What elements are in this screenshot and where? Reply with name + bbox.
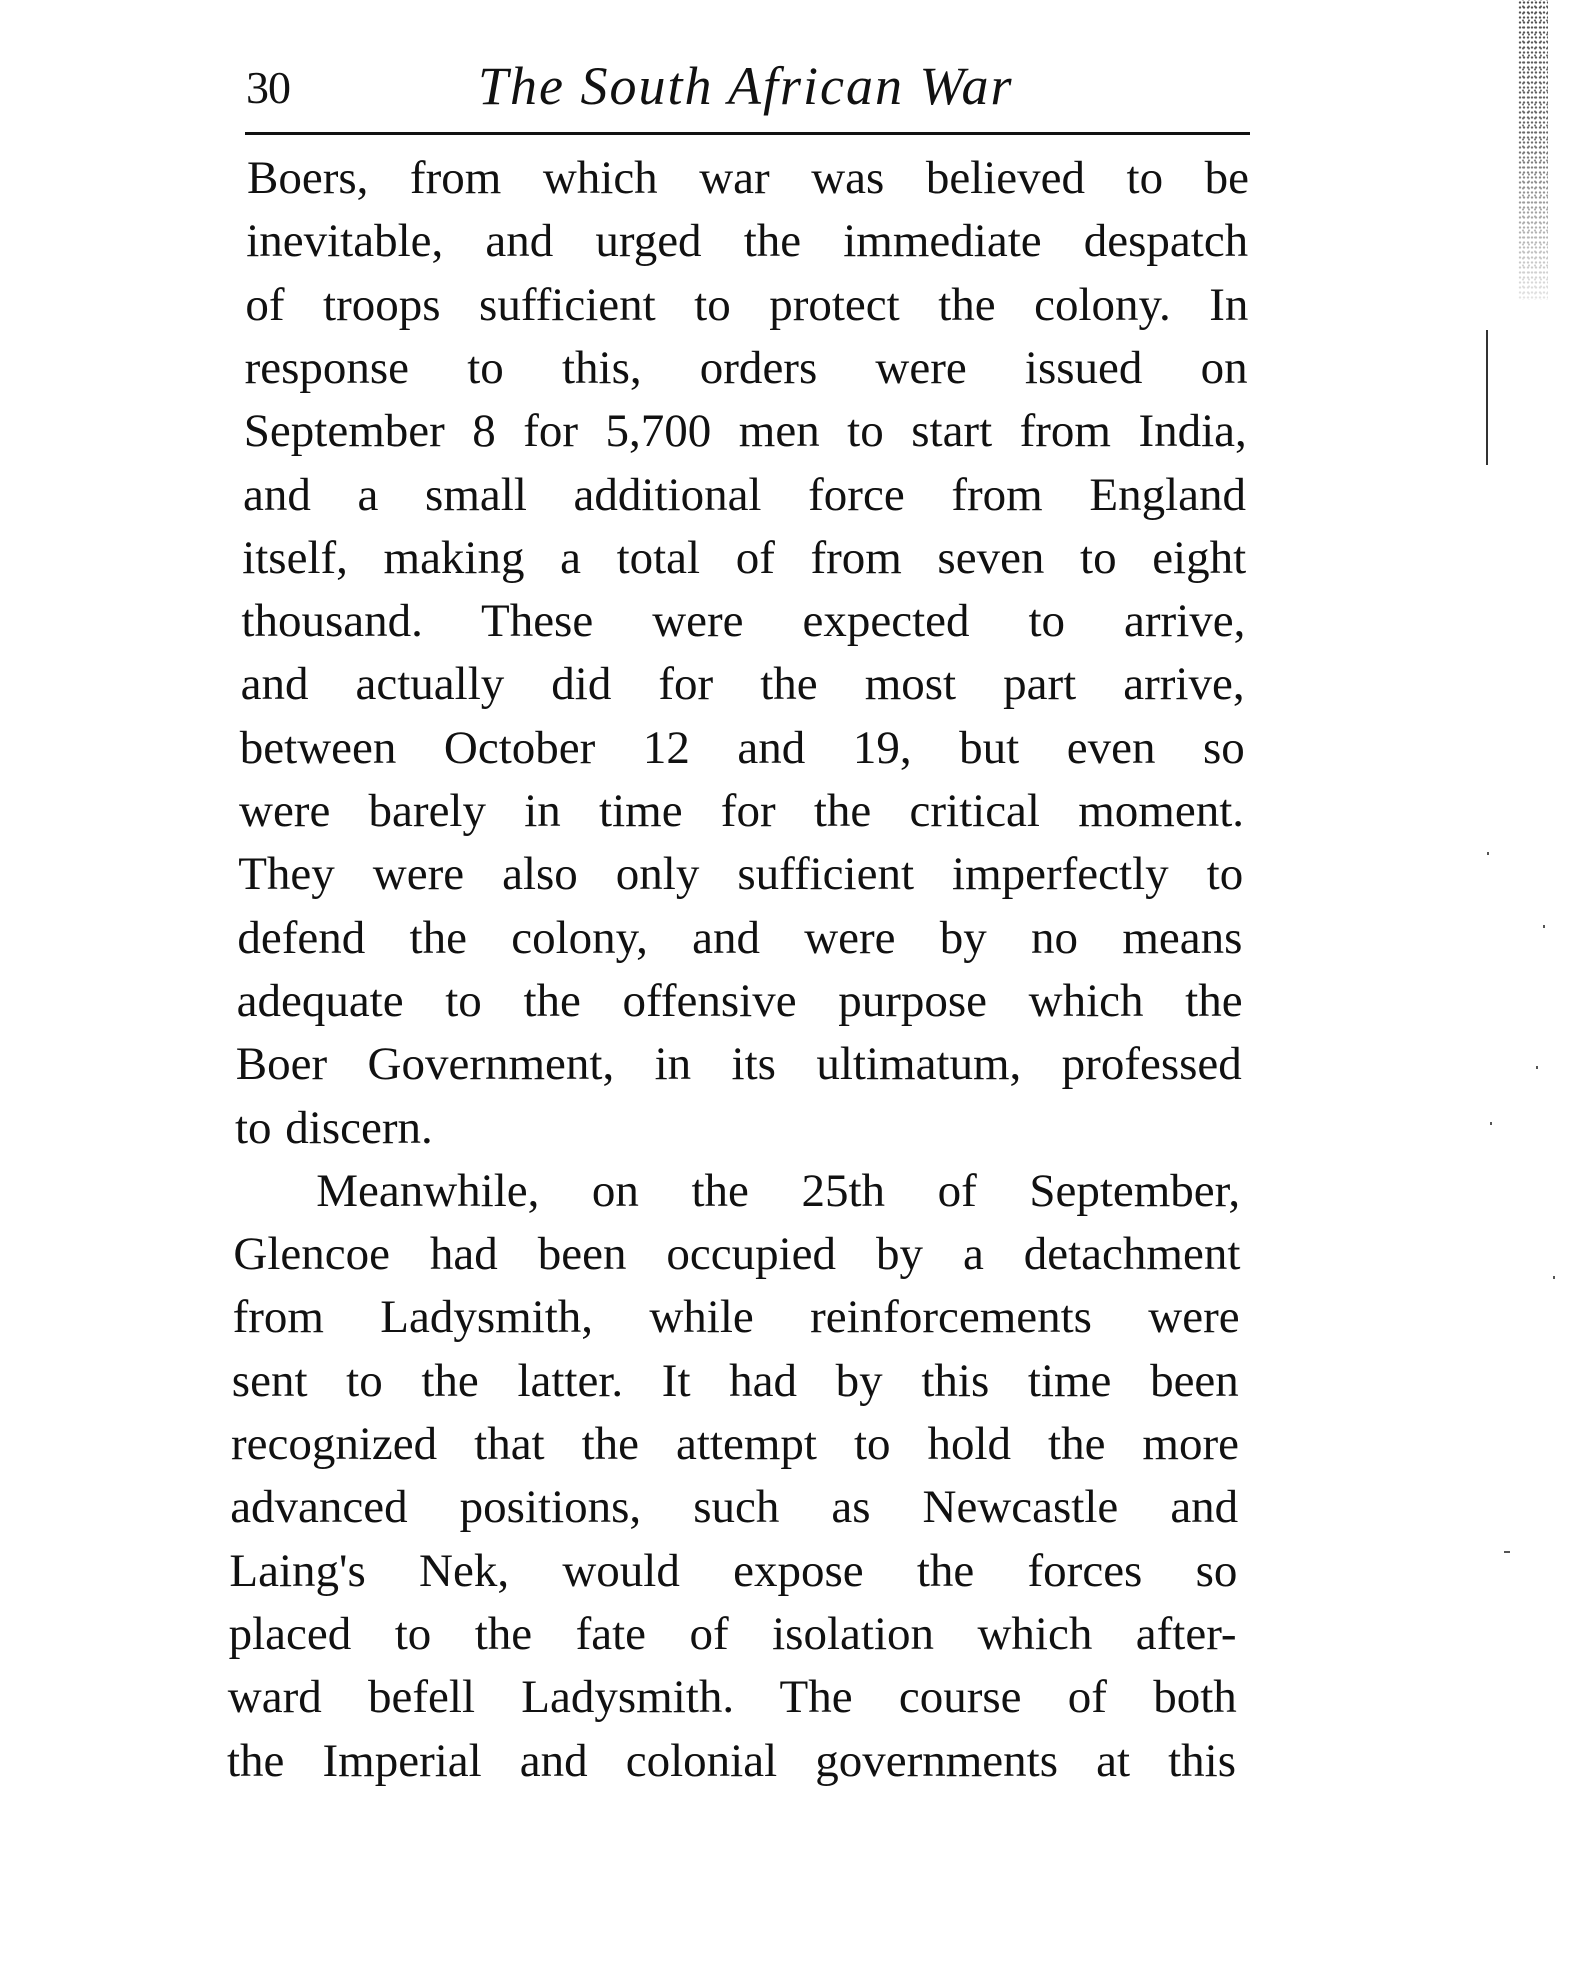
text-line: They were also only sufficient imperfectly to [238,848,1244,901]
text-line: Boers, from which war was believed to be [247,152,1249,204]
text-line: response to this, orders were issued on [244,341,1248,394]
text-line: between October 12 and 19, but even so [239,721,1245,774]
text-line: Laing's Nek, would expose the forces so [229,1544,1238,1597]
text-line: Glencoe had been occupied by a detachment [233,1228,1241,1281]
text-line: were barely in time for the critical moment. [239,785,1244,837]
paragraph-first-line: Meanwhile, on the 25th of September, [316,1164,1241,1217]
scan-margin-mark [1486,330,1488,465]
text-line: and actually did for the most part arrive, [240,658,1245,711]
scan-speck [1504,1551,1510,1553]
text-line: itself, making a total of from seven to eight [242,531,1247,584]
text-line: placed to the fate of isolation which after- [228,1607,1237,1660]
text-line: the Imperial and colonial governments at this [227,1734,1236,1787]
text-line: recognized that the attempt to hold the more [231,1418,1239,1470]
text-line: ward befell Ladysmith. The course of both [227,1671,1237,1724]
text-line: defend the colony, and were by no means [237,911,1243,964]
text-line: Boer Government, in its ultimatum, professed [235,1038,1242,1091]
scan-speck [1543,925,1545,928]
scan-edge-noise [1518,0,1548,300]
text-line: September 8 for 5,700 men to start from India, [243,405,1247,458]
text-line: thousand. These were expected to arrive, [241,595,1246,648]
text-line: advanced positions, such as Newcastle and [230,1481,1239,1534]
scan-speck [1536,1066,1538,1069]
page-number: 30 [246,62,290,113]
text-line: from Ladysmith, while reinforcements were [232,1291,1240,1344]
text-line: sent to the latter. It had by this time been [231,1354,1239,1407]
text-line: of troops sufficient to protect the colony. In [245,278,1249,331]
scan-speck [1487,852,1489,855]
running-title: The South African War [478,56,1014,116]
text-line: to discern. [235,1101,433,1154]
scan-speck [1553,1276,1555,1279]
text-line: adequate to the offensive purpose which the [236,974,1243,1027]
text-line: inevitable, and urged the immediate despatch [246,215,1249,268]
scan-speck [1490,1122,1492,1125]
text-line: and a small additional force from England [243,468,1246,521]
